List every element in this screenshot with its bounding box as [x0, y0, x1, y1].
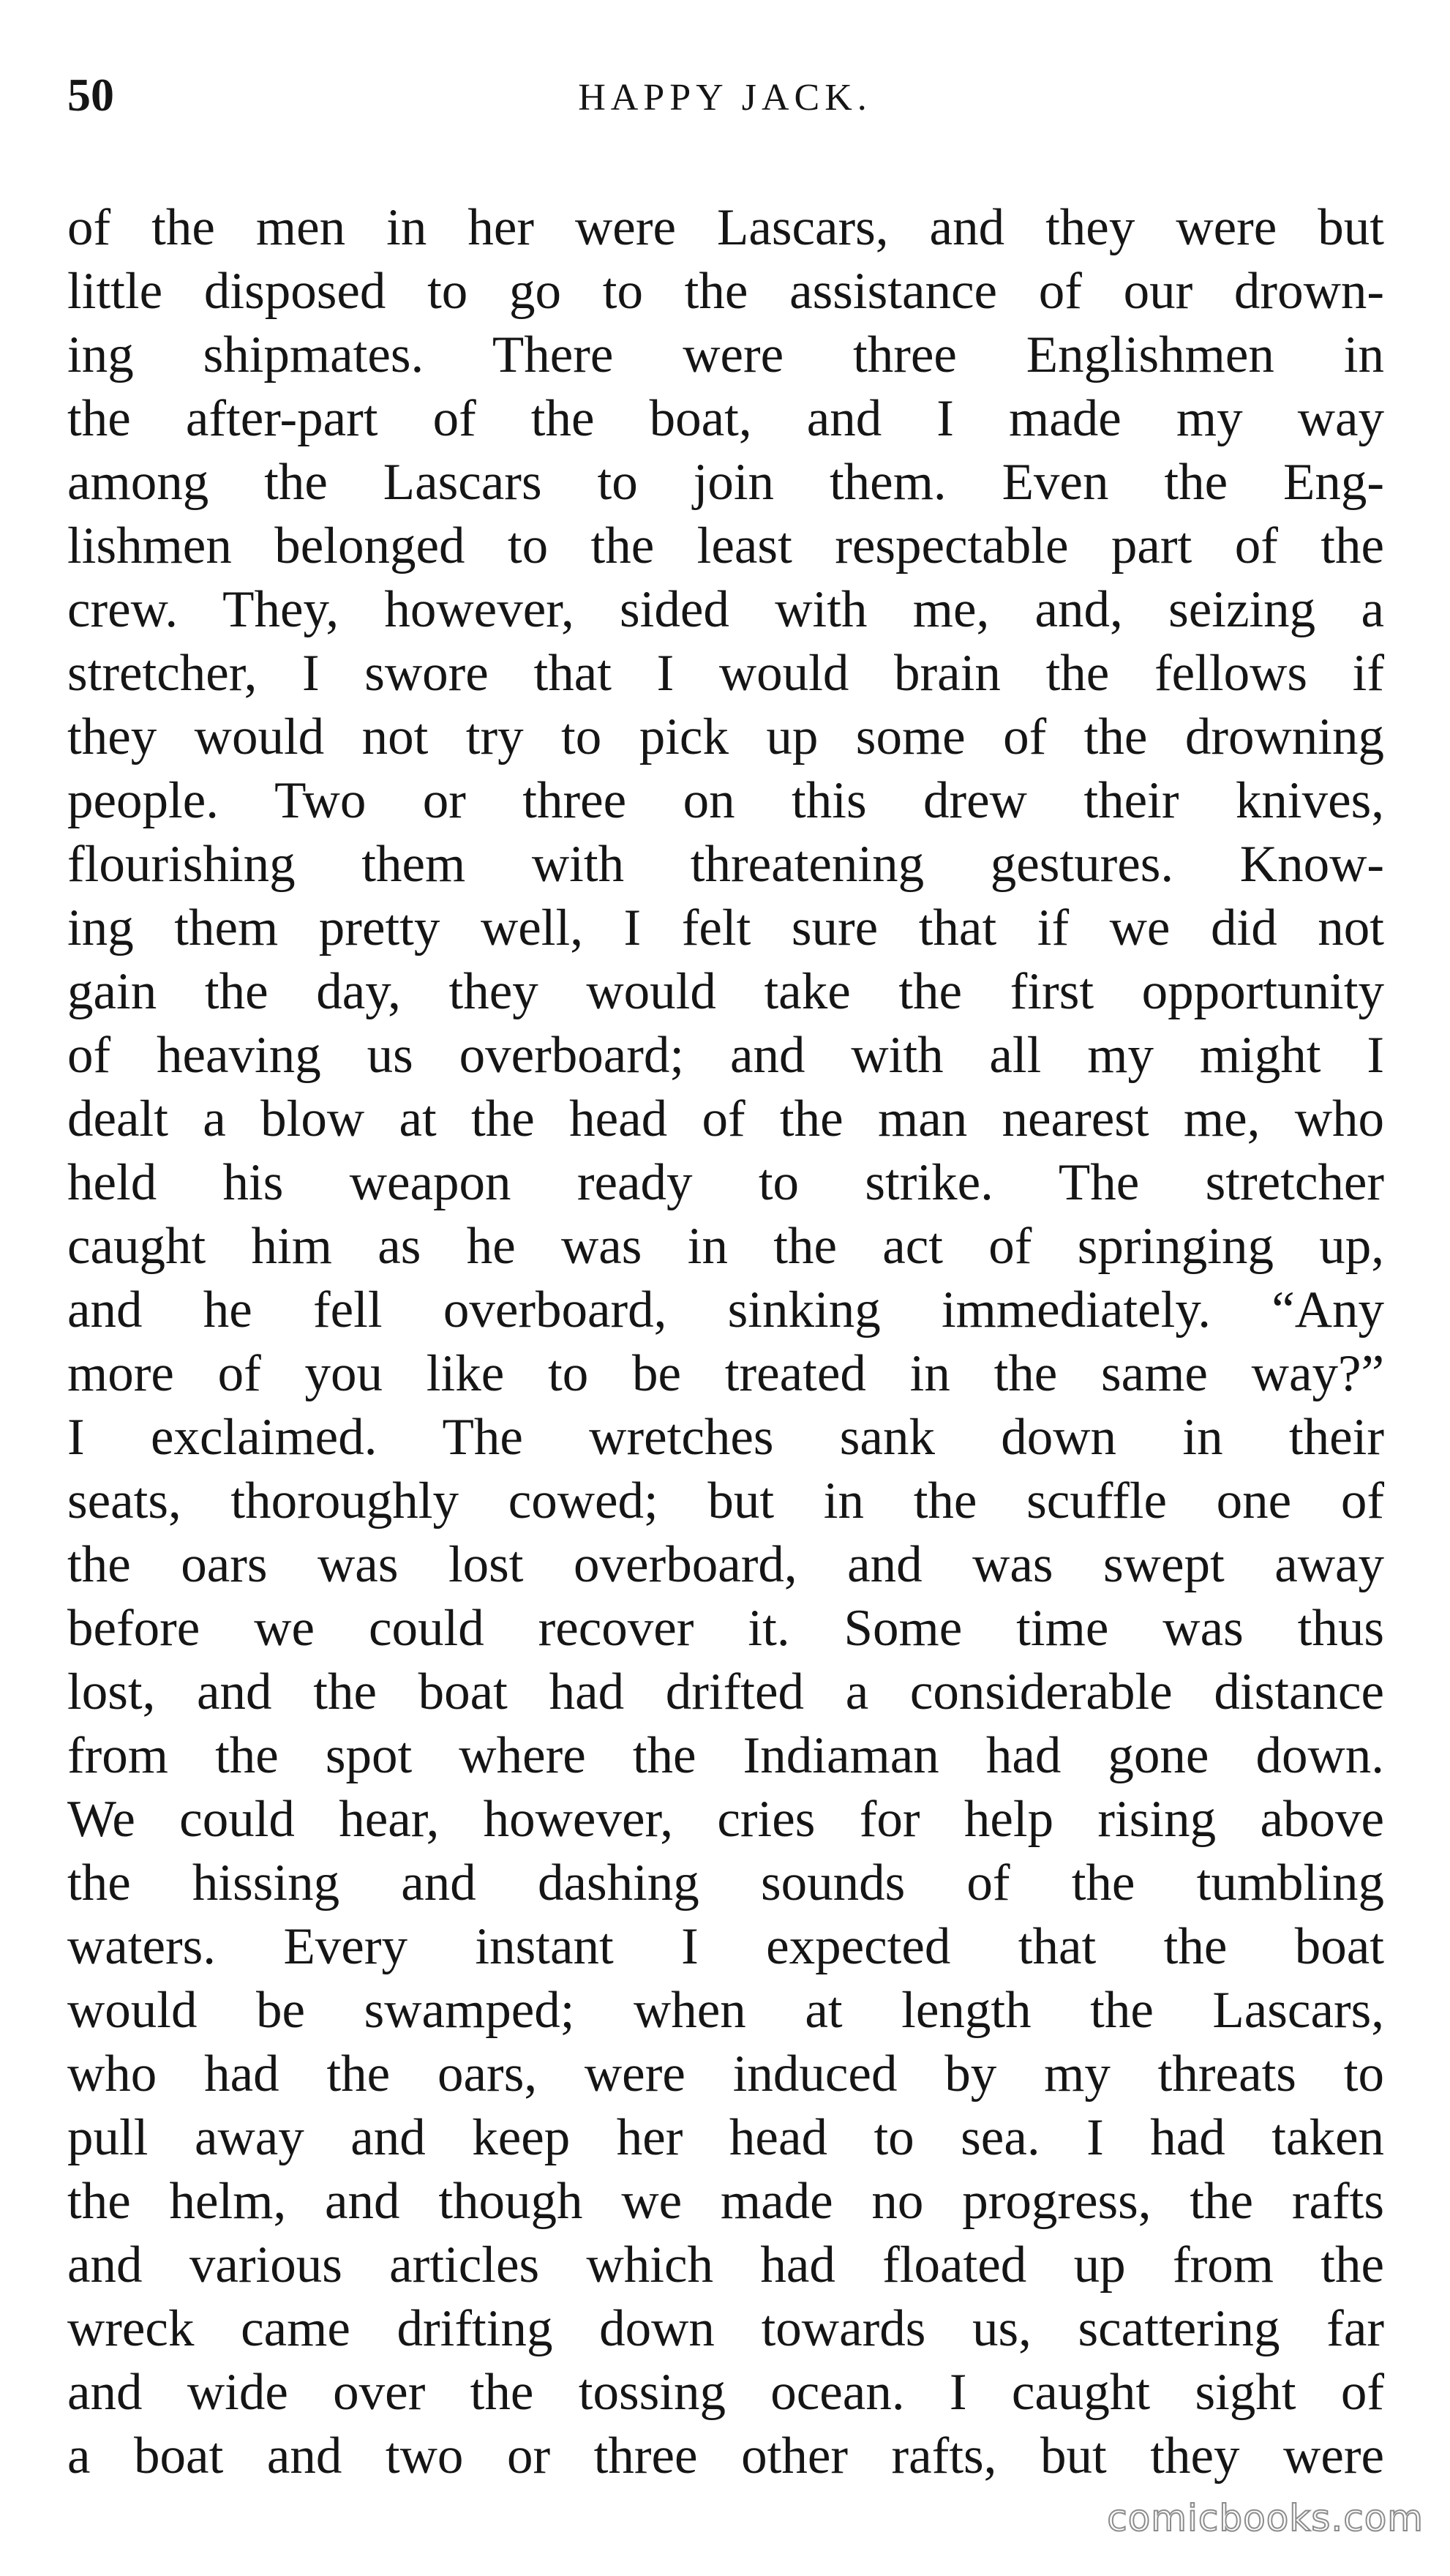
text-line: and various articles which had floated up from the	[67, 2236, 1384, 2294]
page-number: 50	[67, 69, 114, 121]
text-line: more of you like to be treated in the same way?”	[67, 1345, 1384, 1402]
text-line: who had the oars, were induced by my threats to	[67, 2045, 1384, 2103]
text-line: seats, thoroughly cowed; but in the scuffle one of	[67, 1472, 1384, 1530]
text-line: of the men in her were Lascars, and they were but	[67, 199, 1384, 256]
text-line: and he fell overboard, sinking immediately. “Any	[67, 1281, 1384, 1338]
text-line: they would not try to pick up some of the drowning	[67, 708, 1384, 765]
text-line: among the Lascars to join them. Even the Eng-	[67, 454, 1384, 511]
text-line: and wide over the tossing ocean. I caught sight of	[67, 2364, 1384, 2421]
text-line: before we could recover it. Some time was thus	[67, 1600, 1384, 1657]
text-line: the hissing and dashing sounds of the tumbling	[67, 1854, 1384, 1912]
text-line: the helm, and though we made no progress, the rafts	[67, 2173, 1384, 2230]
text-line: crew. They, however, sided with me, and, seizing a	[67, 581, 1384, 638]
text-line: wreck came drifting down towards us, scattering far	[67, 2300, 1384, 2357]
text-line: gain the day, they would take the first opportunity	[67, 963, 1384, 1020]
text-line: ing them pretty well, I felt sure that if we did not	[67, 899, 1384, 956]
text-line: people. Two or three on this drew their knives,	[67, 772, 1384, 829]
body-text	[67, 196, 1384, 2488]
text-line: pull away and keep her head to sea. I had taken	[67, 2109, 1384, 2166]
text-line: dealt a blow at the head of the man nearest me, who	[67, 1090, 1384, 1147]
text-line: the oars was lost overboard, and was swept away	[67, 1536, 1384, 1593]
text-line: ing shipmates. There were three Englishmen in	[67, 326, 1384, 383]
text-line: would be swamped; when at length the Lascars,	[67, 1982, 1384, 2039]
text-line: the after-part of the boat, and I made my way	[67, 390, 1384, 447]
text-line: a boat and two or three other rafts, but they were	[67, 2427, 1384, 2485]
text-line: stretcher, I swore that I would brain the fellows if	[67, 645, 1384, 702]
text-line: I exclaimed. The wretches sank down in their	[67, 1409, 1384, 1466]
watermark: comicbooks.com	[1107, 2497, 1424, 2539]
text-line: caught him as he was in the act of springing up,	[67, 1218, 1384, 1275]
text-line: held his weapon ready to strike. The stretcher	[67, 1154, 1384, 1211]
text-line: little disposed to go to the assistance of our drown-	[67, 263, 1384, 320]
text-line: flourishing them with threatening gestures. Know-	[67, 836, 1384, 893]
text-line: lishmen belonged to the least respectable part of the	[67, 517, 1384, 574]
text-line: of heaving us overboard; and with all my might I	[67, 1027, 1384, 1084]
text-line: lost, and the boat had drifted a considerable distance	[67, 1663, 1384, 1721]
running-title: HAPPY JACK.	[578, 77, 872, 119]
text-line: from the spot where the Indiaman had gone down.	[67, 1727, 1384, 1784]
text-line: We could hear, however, cries for help rising above	[67, 1791, 1384, 1848]
text-line: waters. Every instant I expected that the boat	[67, 1918, 1384, 1975]
